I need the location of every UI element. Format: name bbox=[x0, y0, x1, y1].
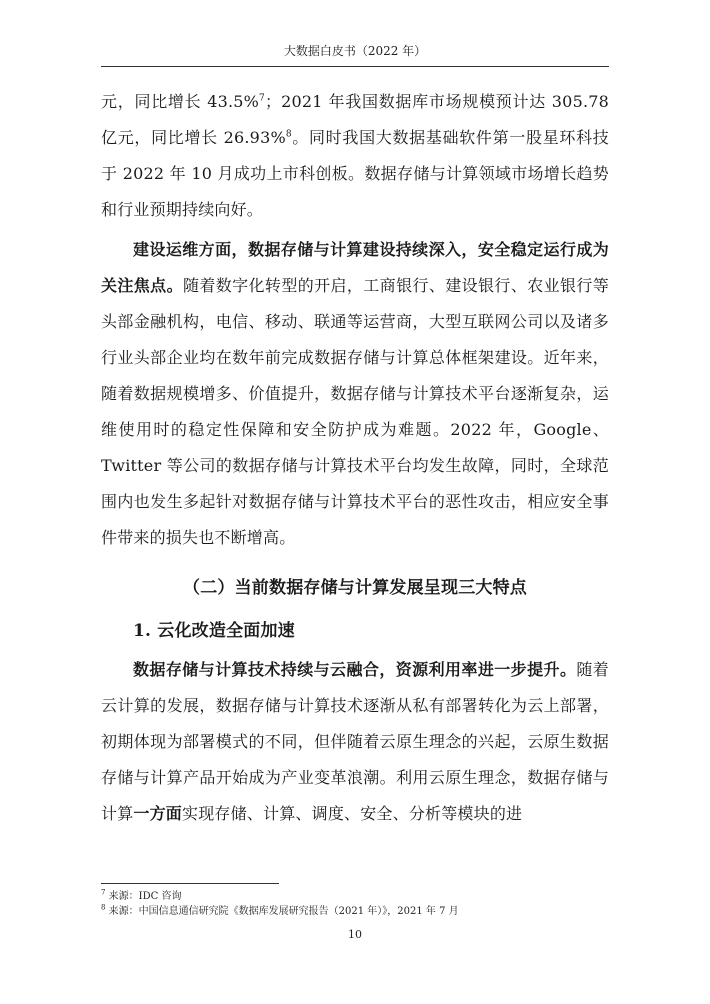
footnote-ref-8: 8 bbox=[285, 129, 292, 140]
footnote-8-number: 8 bbox=[101, 903, 106, 912]
paragraph-3 bbox=[101, 652, 609, 832]
footnote-8-text: 来源：中国信息通信研究院《数据库发展研究报告（2021 年）》，2021 年 7 月 bbox=[105, 906, 459, 917]
paragraph-3-text-b: 实现存储、计算、调度、安全、分析等模块的进 bbox=[182, 804, 523, 823]
footnote-8 bbox=[101, 904, 609, 919]
footnote-ref-7: 7 bbox=[259, 93, 265, 104]
paragraph-3-text-a: 随着云计算的发展，数据存储与计算技术逐渐从私有部署转化为云上部署，初期体现为部署模式的不同，但伴随着云原生理念的兴起，云原生数据存储与计算产品开始成为产业变革浪潮。利用云原生理念，数据存储与计算 bbox=[101, 660, 609, 823]
paragraph-1 bbox=[101, 84, 609, 228]
page-number: 10 bbox=[348, 928, 362, 941]
running-header: 大数据白皮书（2022 年） bbox=[283, 44, 427, 58]
paragraph-2-text: 随着数字化转型的开启，工商银行、建设银行、农业银行等头部金融机构，电信、移动、联通等运营商，大型互联网公司以及诸多行业头部企业均在数年前完成数据存储与计算总体框架建设。近年来，随着数据规模增多、价值提升，数据存储与计算技术平台逐渐复杂，运维使用时的稳定性保障和安全防护成为难题。2022 年，Google、Twitter 等公司的数据存储与计算技术平台均发生故障，同时，全球范围内也发生多起针对数据存储与计算技术平台的恶性攻击，相应安全事件带来的损失也不断增高。 bbox=[101, 276, 609, 547]
body-content bbox=[101, 84, 609, 832]
paragraph-1-text-a: 元，同比增长 43.5% bbox=[101, 92, 260, 111]
paragraph-2 bbox=[101, 232, 609, 556]
footnote-7 bbox=[101, 889, 609, 904]
footnote-rule bbox=[101, 883, 279, 884]
footnotes bbox=[101, 889, 609, 919]
footnote-7-number: 7 bbox=[101, 888, 106, 897]
footnote-7-text: 来源：IDC 咨询 bbox=[105, 891, 182, 902]
section-heading: （二）当前数据存储与计算发展呈现三大特点 bbox=[183, 578, 527, 598]
sub-heading: 1. 云化改造全面加速 bbox=[133, 621, 295, 641]
paragraph-1-text-b: ；2021 年我国数据库市场规模预计达 305.78 亿元，同比增长 26.93% bbox=[101, 92, 609, 147]
paragraph-3-emphasis: 一方面 bbox=[133, 804, 183, 823]
header-rule bbox=[101, 66, 609, 67]
paragraph-3-lead: 数据存储与计算技术持续与云融合，资源利用率进一步提升。 bbox=[133, 660, 577, 679]
paragraph-1-text-c: 。同时我国大数据基础软件第一股星环科技于 2022 年 10 月成功上市科创板。数据存储与计算领域市场增长趋势和行业预期持续向好。 bbox=[101, 128, 609, 219]
paragraph-2-lead: 建设运维方面，数据存储与计算建设持续深入，安全稳定运行成为关注焦点。 bbox=[101, 240, 609, 295]
